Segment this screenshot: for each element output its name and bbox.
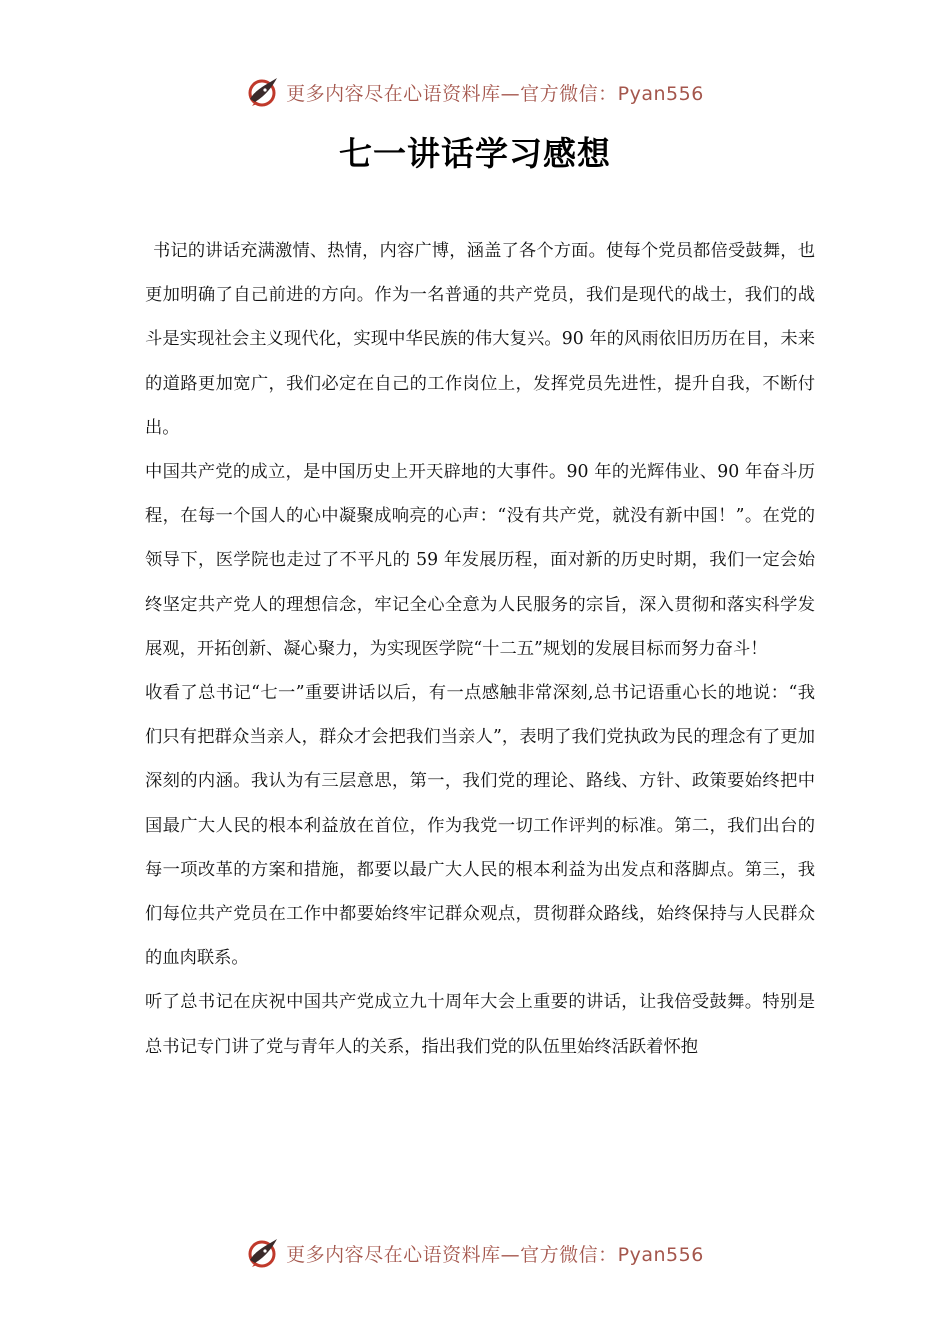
banner-text: 更多内容尽在心语资料库—官方微信：Pyan556	[286, 82, 704, 105]
article-body	[145, 229, 815, 1069]
footer-banner	[0, 1231, 950, 1275]
paragraph-2: 中国共产党的成立，是中国历史上开天辟地的大事件。90 年的光辉伟业、90 年奋斗历程，在每一个国人的心中凝聚成响亮的心声：“没有共产党，就没有新中国！”。在党的领导下，医学院也走过了不平凡的 59 年发展历程，面对新的历史时期，我们一定会始终坚定共产党人的理想信念，牢记全心全意为人民服务的宗旨，深入贯彻和落实科学发展观，开拓创新、凝心聚力，为实现医学院“十二五”规划的发展目标而努力奋斗！	[145, 462, 815, 659]
pen-nib-logo-icon	[246, 75, 280, 109]
page-title: 七一讲话学习感想	[339, 134, 611, 173]
header-banner	[0, 70, 950, 114]
paragraph-3: 收看了总书记“七一”重要讲话以后，有一点感触非常深刻,总书记语重心长的地说：“我们只有把群众当亲人，群众才会把我们当亲人”，表明了我们党执政为民的理念有了更加深刻的内涵。我认为有三层意思，第一，我们党的理论、路线、方针、政策要始终把中国最广大人民的根本利益放在首位，作为我党一切工作评判的标准。第二，我们出台的每一项改革的方案和措施，都要以最广大人民的根本利益为出发点和落脚点。第三，我们每位共产党员在工作中都要始终牢记群众观点，贯彻群众路线，始终保持与人民群众的血肉联系。	[145, 683, 815, 969]
banner-text: 更多内容尽在心语资料库—官方微信：Pyan556	[286, 1243, 704, 1266]
paragraph-1: 书记的讲话充满激情、热情，内容广博，涵盖了各个方面。使每个党员都倍受鼓舞，也更加明确了自己前进的方向。作为一名普通的共产党员，我们是现代的战士，我们的战斗是实现社会主义现代化，实现中华民族的伟大复兴。90 年的风雨依旧历历在目，未来的道路更加宽广，我们必定在自己的工作岗位上，发挥党员先进性，提升自我，不断付出。	[145, 241, 815, 438]
pen-nib-logo-icon	[246, 1236, 280, 1270]
paragraph-4: 听了总书记在庆祝中国共产党成立九十周年大会上重要的讲话，让我倍受鼓舞。特别是总书记专门讲了党与青年人的关系，指出我们党的队伍里始终活跃着怀抱	[145, 992, 815, 1057]
